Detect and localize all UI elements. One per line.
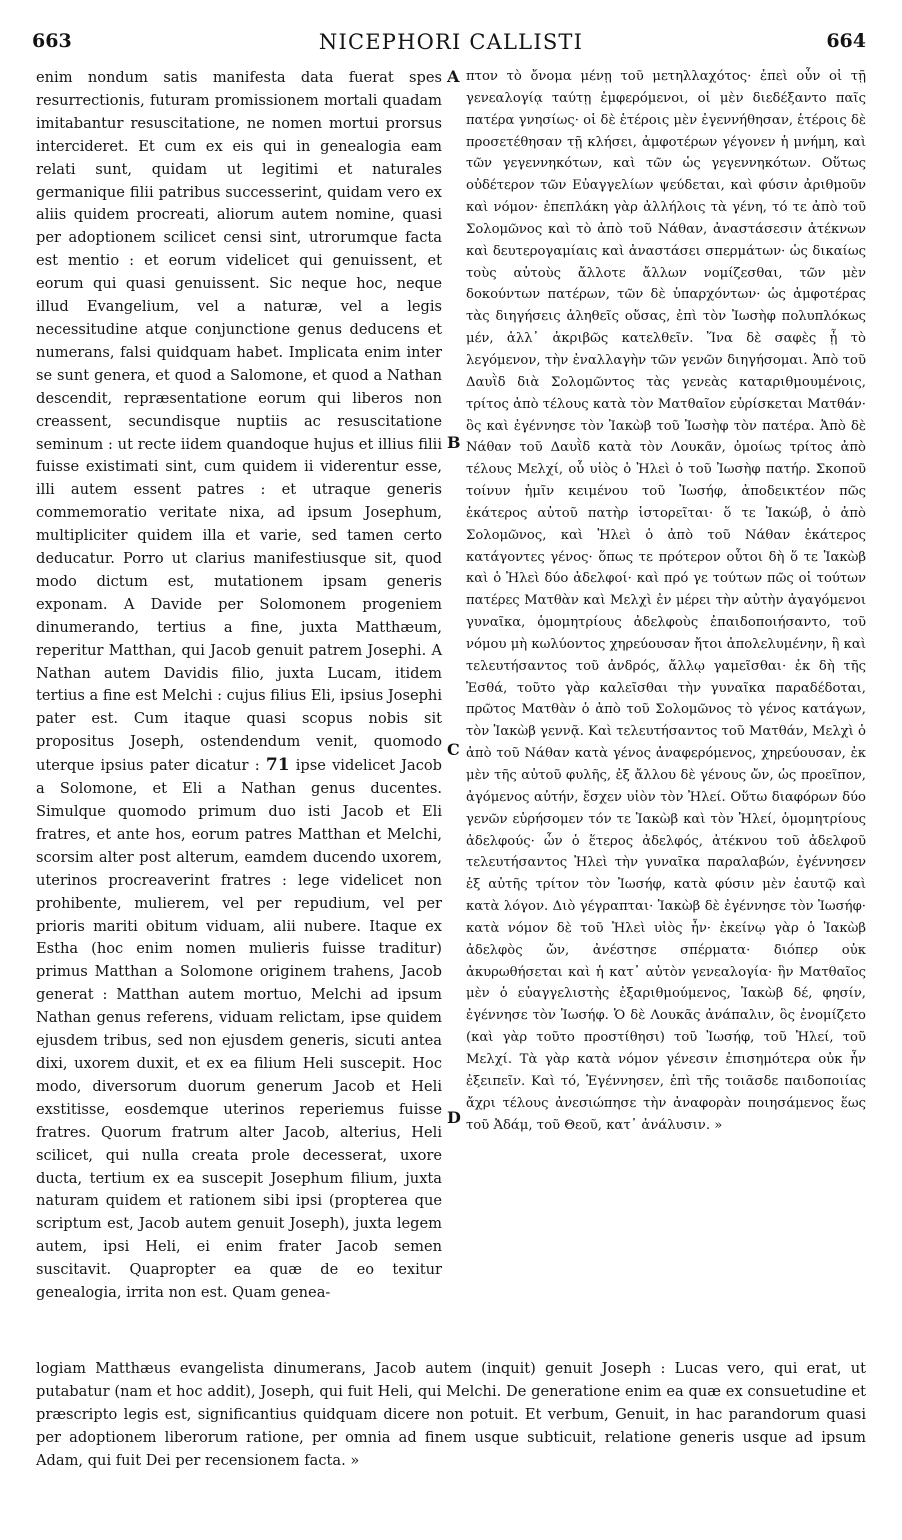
latin-full-width-block: [36, 1358, 866, 1473]
column-marker: 71: [265, 755, 290, 776]
latin-text-part-2: ipse videlicet Jacob a Solomone, et Eli a Nathan genus ducentes. Simulque quomodo primum duo isti Jacob et Eli fratres, et ante hos, eorum patres Matthan et Melchi, scorsim alter post alterum, eamdem ducendo uxorem, uterinos procreaverint fratres : lege videlicet non prohibente, mulierem, vel per repudium, vel per prioris mariti obitum viduam, alii nubere. Itaque ex Estha (hoc enim nomen mulieris fuisse traditur) primus Matthan a Solomone originem trahens, Jacob generat : Matthan autem mortuo, Melchi ad ipsum Nathan genus referens, viduam relictam, ipse quidem ejusdem tribus, sed non ejusdem generis, sicuti antea dixi, uxorem duxit, et ex ea filium Heli suscepit. Hoc modo, diversorum duorum generum Jacob et Heli exstitisse, eosdemque uterinos reperiemus fuisse fratres. Quorum fratrum alter Jacob, alterius, Heli scilicet, qui nulla creata prole decesserat, uxore ducta, tertium ex ea suscepit Josephum filium, juxta naturam quidem et rationem sibi ipsi (propterea que scriptum est, Jacob autem genuit Joseph), juxta legem autem, ipsi Heli, ei enim frater Jacob semen suscitavit. Quapropter ea quæ de eo texitur genealogia, irrita non est. Quam genea-: [36, 757, 443, 1302]
latin-column: [36, 67, 442, 1305]
margin-letter-c: C: [447, 740, 460, 759]
greek-column: [466, 66, 866, 1136]
margin-letter-a: A: [447, 67, 460, 86]
latin-paragraph: [36, 67, 442, 1305]
margin-letter-d: D: [447, 1108, 461, 1127]
latin-bottom-paragraph: logiam Matthæus evangelista dinumerans, Jacob autem (inquit) genuit Joseph : Lucas vero, qui erat, ut putabatur (nam et hoc addit), Joseph, qui fuit Heli, qui Melchi. De generatione enim ea quæ ex consuetudine et præscripto legis est, significantius quidquam dicere non potuit. Et verbum, Genuit, in hac parandorum quasi per adoptionem liberorum ratione, per omnia ad finem usque subticuit, relatione generis usque ad ipsum Adam, qui fuit Dei per recensionem facta. »: [36, 1360, 866, 1469]
running-title: NICEPHORI CALLISTI: [318, 30, 584, 54]
margin-letter-b: B: [447, 433, 461, 452]
greek-paragraph: πτον τὸ ὄνομα μένῃ τοῦ μετηλλαχότος· ἐπεὶ οὖν οἱ τῇ γενεαλογίᾳ ταύτῃ ἐμφερόμενοι, οἱ μὲν διεδέξαντο παῖς πατέρα γνησίως· οἱ δὲ ἑτέροις μὲν ἐγεννήθησαν, ἑτέροις δὲ προσετέθησαν τῇ κλήσει, ἀμφοτέρων γέγονεν ἡ μνήμη, καὶ τῶν γεγεννηκότων, καὶ τῶν ὡς γεγεννηκότων. Οὕτως οὐδέτερον τῶν Εὐαγγελίων ψεύδεται, καὶ φύσιν ἀριθμοῦν καὶ νόμον· ἐπεπλάκη γὰρ ἀλλήλοις τὰ γένη, τό τε ἀπὸ τοῦ Σολομῶνος καὶ τὸ ἀπὸ τοῦ Νάθαν, ἀναστάσεσιν ἀτέκνων καὶ δευτερογαμίαις καὶ ἀναστάσει σπερμάτων· ὡς δικαίως τοὺς αὐτοὺς ἄλλοτε ἄλλων νομίζεσθαι, τῶν μὲν δοκούντων πατέρων, τῶν δὲ ὑπαρχόντων· ὡς ἀμφοτέρας τὰς διηγήσεις ἀληθεῖς οὔσας, ἐπὶ τὸν Ἰωσὴφ πολυπλόκως μέν, ἀλλ᾽ ἀκριβῶς κατελθεῖν. Ἵνα δὲ σαφὲς ᾖ τὸ λεγόμενον, τὴν ἐναλλαγὴν τῶν γενῶν διηγήσομαι. Ἀπὸ τοῦ Δαυῒδ διὰ Σολομῶντος τὰς γενεὰς καταριθμουμένοις, τρίτος ἀπὸ τέλους κατὰ τὸν Ματθαῖον εὑρίσκεται Ματθάν· ὃς καὶ ἐγέννησε τὸν Ἰακὼβ τοῦ Ἰωσὴφ τὸν πατέρα. Ἀπὸ δὲ Νάθαν τοῦ Δαυῒδ κατὰ τὸν Λουκᾶν, ὁμοίως τρίτος ἀπὸ τέλους Μελχί, οὗ υἱὸς ὁ Ἠλεὶ ὁ τοῦ Ἰωσὴφ πατήρ. Σκοποῦ τοίνυν ἡμῖν κειμένου τοῦ Ἰωσήφ, ἀποδεικτέον πῶς ἑκάτερος αὐτοῦ πατὴρ ἱστορεῖται· ὅ τε Ἰακώβ, ὁ ἀπὸ Σολομῶνος, καὶ Ἠλεὶ ὁ ἀπὸ τοῦ Νάθαν ἑκάτερος κατάγοντες γένος· ὅπως τε πρότερον οὗτοι δὴ ὅ τε Ἰακὼβ καὶ ὁ Ἠλεὶ δύο ἀδελφοί· καὶ πρό γε τούτων πῶς οἱ τούτων πατέρες Ματθὰν καὶ Μελχὶ ἐν μέρει τὴν αὐτὴν ἀγαγόμενοι γυναῖκα, ὁμομητρίους ἀδελφοὺς ἐπαιδοποιήσαντο, τοῦ νόμου μὴ κωλύοντος χηρεύουσαν ἤτοι ἀπολελυμένην, ἢ καὶ τελευτήσαντος τοῦ ἀνδρός, ἄλλῳ γαμεῖσθαι· ἐκ δὴ τῆς Ἐσθά, τοῦτο γὰρ καλεῖσθαι τὴν γυναῖκα παραδέδοται, πρῶτος Ματθὰν ὁ ἀπὸ τοῦ Σολομῶνος τὸ γένος κατάγων, τὸν Ἰακὼβ γεννᾷ. Καὶ τελευτήσαντος τοῦ Ματθάν, Μελχὶ ὁ ἀπὸ τοῦ Νάθαν κατὰ γένος ἀναφερόμενος, χηρεύουσαν, ἐκ μὲν τῆς αὐτοῦ φυλῆς, ἐξ ἄλλου δὲ γένους ὤν, ὡς προεῖπον, ἀγόμενος αὐτήν, ἔσχεν υἱὸν τὸν Ἠλεί. Οὕτω διαφόρων δύο γενῶν εὑρήσομεν τόν τε Ἰακὼβ καὶ τὸν Ἠλεί, ὁμομητρίους ἀδελφούς· ὧν ὁ ἕτερος ἀδελφός, ἀτέκνου τοῦ ἀδελφοῦ τελευτήσαντος Ἠλεὶ τὴν γυναῖκα παραλαβών, ἐγέννησεν ἐξ αὐτῆς τρίτον τὸν Ἰωσήφ, κατὰ φύσιν μὲν ἑαυτῷ καὶ κατὰ λόγον. Διὸ γέγραπται· Ἰακὼβ δὲ ἐγέννησε τὸν Ἰωσήφ· κατὰ νόμον δὲ τοῦ Ἠλεὶ υἱὸς ἦν· ἐκείνῳ γὰρ ὁ Ἰακὼβ ἀδελφὸς ὤν, ἀνέστησε σπέρματα· διόπερ οὐκ ἀκυρωθήσεται καὶ ἡ κατ᾽ αὐτὸν γενεαλογία· ἣν Ματθαῖος μὲν ὁ εὐαγγελιστὴς ἐξαριθμούμενος, Ἰακὼβ δέ, φησίν, ἐγέννησε τὸν Ἰωσήφ. Ὁ δὲ Λουκᾶς ἀνάπαλιν, ὃς ἐνομίζετο (καὶ γὰρ τοῦτο προστίθησι) τοῦ Ἰωσήφ, τοῦ Ἠλεί, τοῦ Μελχί. Τὰ γὰρ κατὰ νόμον γένεσιν ἐπισημότερα οὐκ ἦν ἐξειπεῖν. Καὶ τό, Ἐγέννησεν, ἐπὶ τῆς τοιᾶσδε παιδοποιίας ἄχρι τέλους ἀνεσιώπησε τὴν ἀναφορὰν ποιησάμενος ἕως τοῦ Ἀδάμ, τοῦ Θεοῦ, κατ᾽ ἀνάλυσιν. »: [466, 69, 866, 1133]
page-number-left: 663: [32, 30, 72, 52]
page-header: [0, 30, 902, 64]
latin-text-part-1: enim nondum satis manifesta data fuerat spes resurrectionis, futuram promissionem mortali quadam imitabantur resuscitatione, ne nomen mortui prorsus intercideret. Et cum ex eis qui in genealogia eam relati sunt, quidam ut legitimi et naturales germanique filii patribus successerint, quidam vero ex aliis quidem procreati, aliorum autem nomine, quasi per adoptionem scilicet censi sint, utrorumque facta est mentio : et eorum videlicet qui genuissent, et eorum qui quasi genuissent. Sic neque hoc, neque illud Evangelium, vel a naturæ, vel a legis necessitudine atque conjunctione genus deducens et numerans, falsi quidquam habet. Implicata enim inter se sunt genera, et quod a Salomone, et quod a Nathan descendit, repræsentatione eorum qui liberos non creassent, secundisque nuptiis ac resuscitatione seminum : ut recte iidem quandoque hujus et illius filii fuisse existimati sint, cum quidem ii viderentur esse, illi autem essent patres : et utraque generis commemoratio veritate nixa, ad ipsum Josephum, multipliciter quidem illa et varie, sed tamen certo deducatur. Porro ut clarius manifestiusque sit, quod modo dictum est, mutationem ipsam generis exponam. A Davide per Solomonem progeniem dinumerando, tertius a fine, juxta Matthæum, reperitur Matthan, qui Jacob genuit patrem Josephi. A Nathan autem Davidis filio, juxta Lucam, itidem tertius a fine est Melchi : cujus filius Eli, ipsius Josephi pater est. Cum itaque quasi scopus nobis sit propositus Joseph, ostendendum venit, quomodo uterque ipsius pater dicatur :: [36, 69, 442, 775]
page-number-right: 664: [826, 30, 866, 52]
